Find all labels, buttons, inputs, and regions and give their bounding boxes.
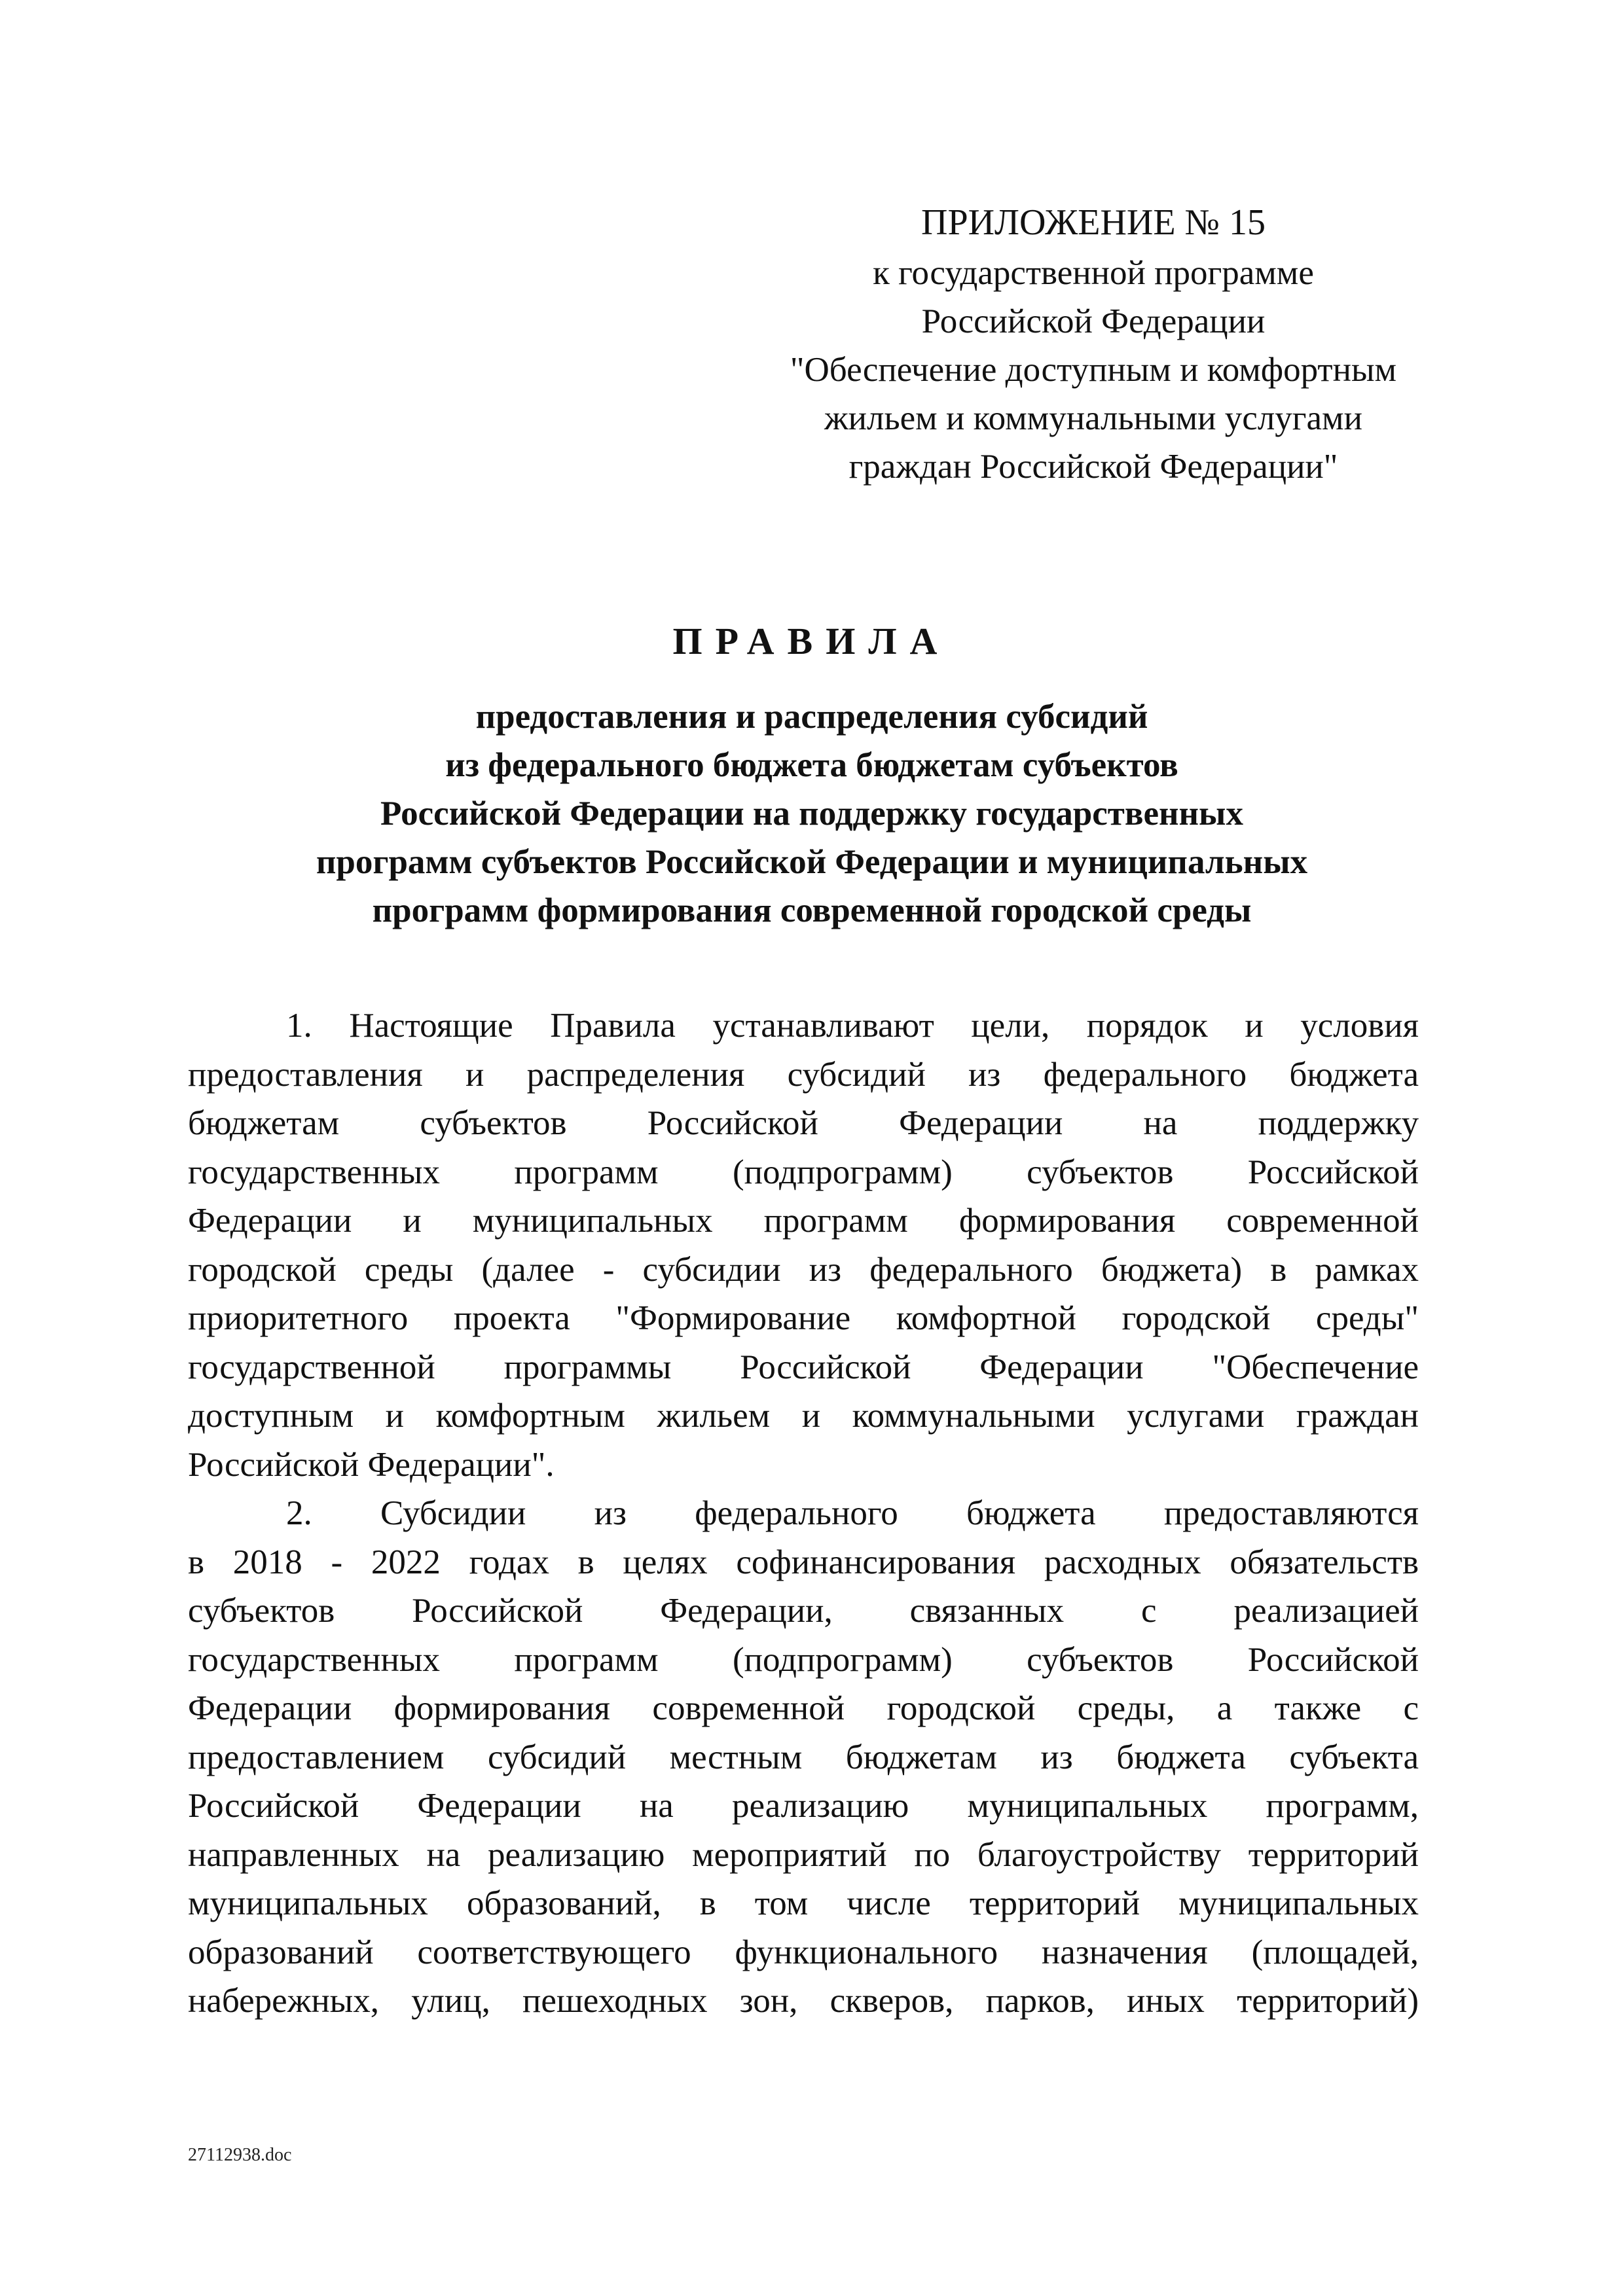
paragraph-2-line: государственных программ (подпрограмм) субъектов Российской [188,1640,1419,1679]
paragraph-1-line: приоритетного проекта "Формирование комфортной городской среды" [188,1299,1419,1337]
paragraph-2-line: образований соответствующего функционального назначения (площадей, [188,1933,1419,1971]
paragraph-2-line: 2. Субсидии из федерального бюджета предоставляются [286,1494,1419,1532]
subtitle-line: программ субъектов Российской Федерации и муниципальных [316,843,1308,881]
document-subtitle [183,692,1440,935]
subtitle-line: из федерального бюджета бюджетам субъектов [445,746,1178,784]
paragraph-1-line: Российской Федерации". [188,1445,555,1484]
paragraph-1-line: государственных программ (подпрограмм) субъектов Российской [188,1153,1419,1191]
paragraph-2-line: в 2018 - 2022 годах в целях софинансирования расходных обязательств [188,1543,1419,1581]
appendix-line: граждан Российской Федерации" [848,448,1338,486]
paragraph-2-line: набережных, улиц, пешеходных зон, скверов, парков, иных территорий) [188,1982,1419,2020]
paragraph-2-line: направленных на реализацию мероприятий по благоустройству территорий [188,1835,1419,1874]
appendix-line: к государственной программе [873,254,1314,292]
appendix-header [733,196,1453,491]
document-body [188,1001,1419,2026]
subtitle-line: Российской Федерации на поддержку государственных [380,795,1243,833]
paragraph-1-line: 1. Настоящие Правила устанавливают цели, порядок и условия [286,1007,1419,1045]
footer-document-filename: 27112938.doc [188,2145,292,2165]
paragraph-2-line: субъектов Российской Федерации, связанных с реализацией [188,1592,1419,1630]
appendix-line: Российской Федерации [921,302,1266,340]
appendix-line: жильем и коммунальными услугами [824,399,1362,437]
document-title: ПРАВИЛА [672,620,951,662]
subtitle-line: предоставления и распределения субсидий [475,698,1148,736]
paragraph-1-line: предоставления и распределения субсидий из федерального бюджета [188,1055,1419,1094]
paragraph-2-line: предоставлением субсидий местным бюджетам из бюджета субъекта [188,1738,1419,1776]
paragraph-2-line: Федерации формирования современной городской среды, а также с [188,1689,1419,1727]
paragraph-1-line: Федерации и муниципальных программ формирования современной [188,1202,1419,1240]
paragraph-1-line: государственной программы Российской Федерации "Обеспечение [188,1348,1419,1386]
paragraph-1-line: городской среды (далее - субсидии из федерального бюджета) в рамках [188,1250,1419,1289]
subtitle-line: программ формирования современной городской среды [372,891,1252,929]
appendix-number: ПРИЛОЖЕНИЕ № 15 [921,202,1266,243]
paragraph-2-line: муниципальных образований, в том числе территорий муниципальных [188,1884,1419,1922]
paragraph-2-line: Российской Федерации на реализацию муниципальных программ, [188,1787,1419,1825]
paragraph-1-line: бюджетам субъектов Российской Федерации на поддержку [188,1104,1419,1142]
appendix-line: "Обеспечение доступным и комфортным [790,351,1397,389]
paragraph-1-line: доступным и комфортным жильем и коммунальными услугами граждан [188,1397,1419,1435]
